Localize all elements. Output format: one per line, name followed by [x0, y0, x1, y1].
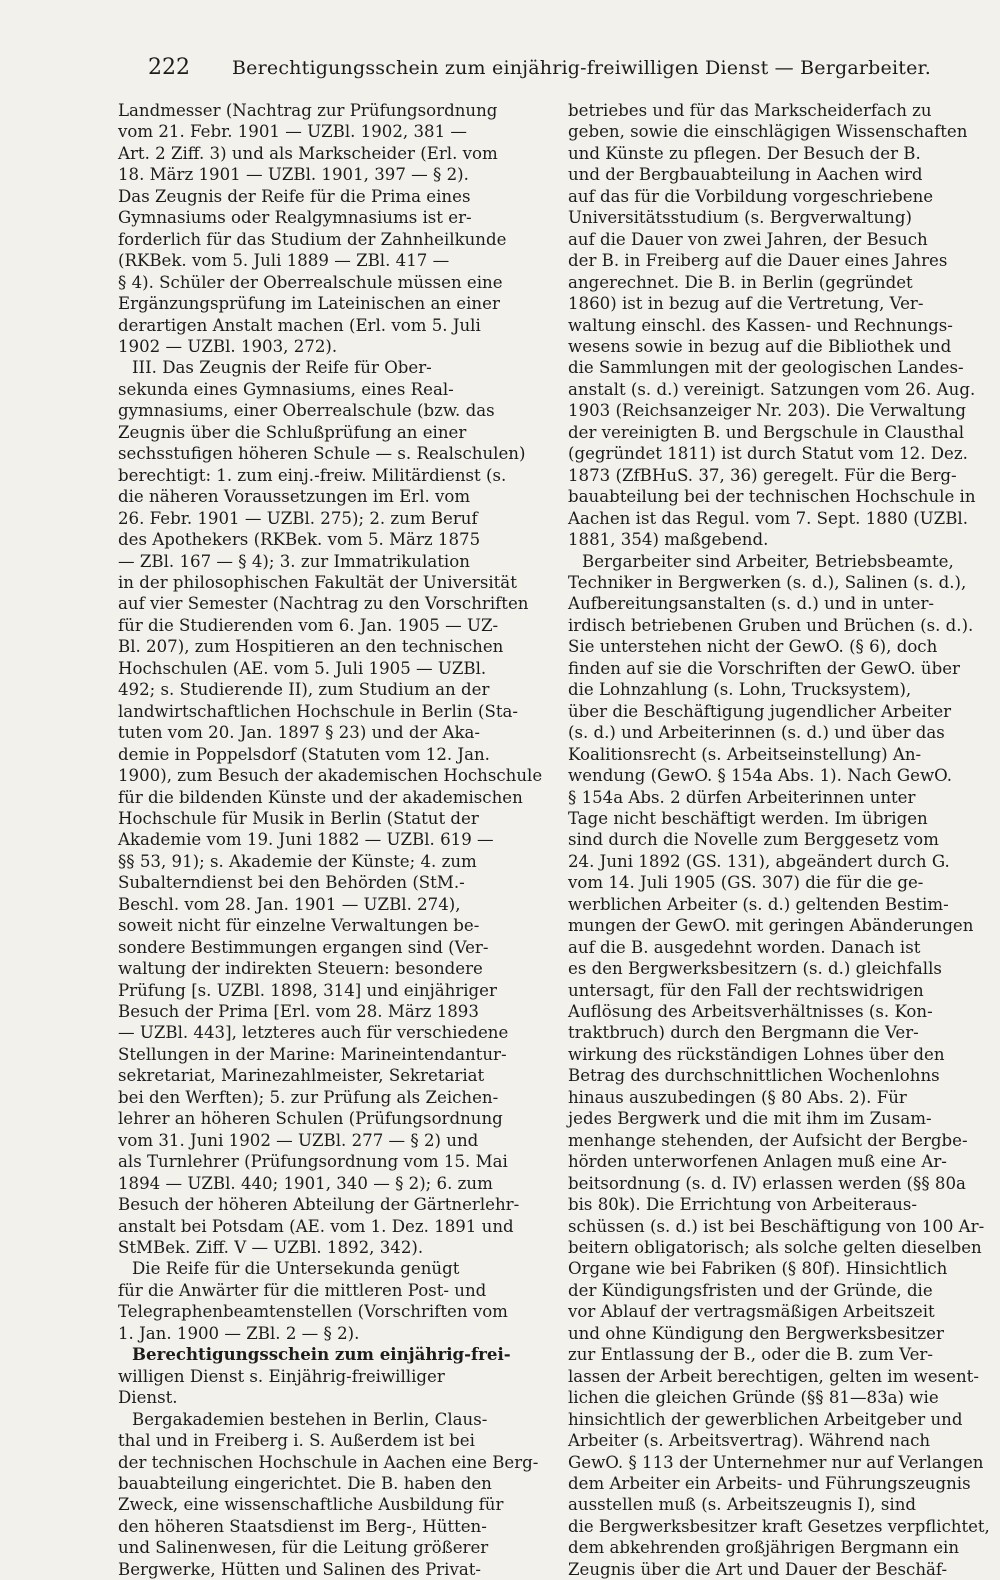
text-line: Dienst.	[118, 1388, 178, 1408]
text-line: derartigen Anstalt machen (Erl. vom 5. Juli	[118, 315, 481, 335]
text-line: willigen Dienst s. Einjährig-freiwilliger	[118, 1366, 445, 1386]
text-line: wendung (GewO. § 154a Abs. 1). Nach GewO.	[568, 766, 953, 786]
text-line: irdisch betriebenen Gruben und Brüchen (s. d.).	[568, 615, 974, 635]
text-line: der vereinigten B. und Bergschule in Clausthal	[568, 422, 965, 442]
text-line: (RKBek. vom 5. Juli 1889 — ZBl. 417 —	[118, 251, 450, 271]
text-line: anstalt bei Potsdam (AE. vom 1. Dez. 1891 und	[118, 1216, 514, 1236]
text-line: demie in Poppelsdorf (Statuten vom 12. Jan.	[118, 744, 490, 764]
text-line: Beschl. vom 28. Jan. 1901 — UZBl. 274),	[118, 894, 461, 914]
text-line: — ZBl. 167 — § 4); 3. zur Immatrikulation	[118, 551, 470, 571]
text-line: zur Entlassung der B., oder die B. zum Ver-	[568, 1345, 933, 1365]
text-line: §§ 53, 91); s. Akademie der Künste; 4. zum	[118, 851, 477, 871]
text-line: die Bergwerksbesitzer kraft Gesetzes verpflichtet,	[568, 1516, 990, 1536]
text-line: in der philosophischen Fakultät der Universität	[118, 572, 517, 592]
text-line: berechtigt: 1. zum einj.-freiw. Militärdienst (s.	[118, 465, 507, 485]
text-line: des Apothekers (RKBek. vom 5. März 1875	[118, 530, 481, 550]
text-line: Gymnasiums oder Realgymnasiums ist er-	[118, 208, 472, 228]
text-line: die Sammlungen mit der geologischen Landes-	[568, 358, 964, 378]
text-line: Berechtigungsschein zum einjährig-frei-	[132, 1344, 511, 1365]
text-line: den höheren Staatsdienst im Berg-, Hütten-	[118, 1516, 487, 1536]
text-line: tuten vom 20. Jan. 1897 § 23) und der Aka-	[118, 723, 481, 743]
text-line: sind durch die Novelle zum Berggesetz vom	[568, 830, 939, 850]
text-line: traktbruch) durch den Bergmann die Ver-	[568, 1023, 919, 1043]
text-line: (gegründet 1811) ist durch Statut vom 12. Dez.	[568, 444, 968, 464]
text-line: Telegraphenbeamtenstellen (Vorschriften vom	[118, 1302, 508, 1322]
text-line: 1881, 354) maßgebend.	[568, 530, 769, 550]
text-line: 1902 — UZBl. 1903, 272).	[118, 336, 338, 356]
text-line: Art. 2 Ziff. 3) und als Markscheider (Erl. vom	[118, 143, 498, 163]
running-title: Berechtigungsschein zum einjährig-freiwilligen Dienst — Bergarbeiter.	[232, 57, 931, 79]
text-line: als Turnlehrer (Prüfungsordnung vom 15. Mai	[118, 1152, 508, 1172]
text-line: hinsichtlich der gewerblichen Arbeitgeber und	[568, 1409, 963, 1429]
text-line: Bl. 207), zum Hospitieren an den technischen	[118, 637, 504, 657]
text-line: für die Studierenden vom 6. Jan. 1905 — UZ-	[118, 615, 499, 635]
text-line: Betrag des durchschnittlichen Wochenlohns	[568, 1066, 940, 1086]
text-line: Besuch der Prima [Erl. vom 28. März 1893	[118, 1002, 479, 1022]
text-line: wesens sowie in bezug auf die Bibliothek und	[568, 336, 952, 356]
text-line: bauabteilung bei der technischen Hochschule in	[568, 487, 976, 507]
text-line: die näheren Voraussetzungen im Erl. vom	[118, 487, 471, 507]
text-line: Organe wie bei Fabriken (§ 80f). Hinsichtlich	[568, 1259, 948, 1279]
text-line: 1. Jan. 1900 — ZBl. 2 — § 2).	[118, 1323, 360, 1343]
text-line: 1900), zum Besuch der akademischen Hochschule	[118, 766, 543, 786]
text-line: Zweck, eine wissenschaftliche Ausbildung für	[118, 1495, 504, 1515]
text-line: GewO. § 113 der Unternehmer nur auf Verlangen	[568, 1452, 984, 1472]
text-line: und Künste zu pflegen. Der Besuch der B.	[568, 143, 921, 163]
text-line: der B. in Freiberg auf die Dauer eines Jahres	[568, 251, 948, 271]
text-line: landwirtschaftlichen Hochschule in Berlin (Sta-	[118, 701, 519, 721]
left-text-column	[118, 100, 558, 1579]
text-line: vor Ablauf der vertragsmäßigen Arbeitszeit	[568, 1302, 935, 1322]
text-line: Bergwerke, Hütten und Salinen des Privat-	[118, 1559, 482, 1579]
text-line: Sie unterstehen nicht der GewO. (§ 6), doch	[568, 637, 938, 657]
text-line: die Lohnzahlung (s. Lohn, Trucksystem),	[568, 680, 912, 700]
text-line: Bergakademien bestehen in Berlin, Claus-	[132, 1409, 488, 1429]
text-line: Zeugnis über die Art und Dauer der Beschäf-	[568, 1559, 948, 1579]
page-number: 222	[148, 55, 190, 80]
text-line: wirkung des rückständigen Lohnes über den	[568, 1044, 945, 1064]
text-line: menhange stehenden, der Aufsicht der Bergbe-	[568, 1130, 968, 1150]
text-line: (s. d.) und Arbeiterinnen (s. d.) und über das	[568, 723, 945, 743]
text-line: Landmesser (Nachtrag zur Prüfungsordnung	[118, 101, 498, 120]
text-line: Hochschule für Musik in Berlin (Statut der	[118, 808, 479, 828]
text-line: der technischen Hochschule in Aachen eine Berg-	[118, 1452, 539, 1472]
text-line: über die Beschäftigung jugendlicher Arbeiter	[568, 701, 952, 721]
text-line: und ohne Kündigung den Bergwerksbesitzer	[568, 1323, 944, 1343]
text-line: dem Arbeiter ein Arbeits- und Führungszeugnis	[568, 1474, 971, 1493]
text-line: 1860) ist in bezug auf die Vertretung, Ver-	[568, 294, 924, 314]
right-text-column	[568, 100, 990, 1579]
text-line: hinaus auszubedingen (§ 80 Abs. 2). Für	[568, 1087, 907, 1107]
page-header	[148, 55, 931, 91]
text-line: 18. März 1901 — UZBl. 1901, 397 — § 2).	[118, 165, 469, 185]
text-line: hörden unterworfenen Anlagen muß eine Ar-	[568, 1152, 947, 1172]
text-line: Stellungen in der Marine: Marineintendantur-	[118, 1044, 507, 1064]
text-line: waltung der indirekten Steuern: besondere	[118, 959, 483, 979]
text-line: dem abkehrenden großjährigen Bergmann ein	[568, 1538, 960, 1558]
text-line: Universitätsstudium (s. Bergverwaltung)	[568, 208, 912, 228]
text-line: sechsstufigen höheren Schule — s. Realschulen)	[118, 444, 526, 464]
text-line: Aufbereitungsanstalten (s. d.) und in unter-	[568, 594, 935, 614]
text-line: vom 31. Juni 1902 — UZBl. 277 — § 2) und	[118, 1130, 479, 1150]
text-line: vom 14. Juli 1905 (GS. 307) die für die ge-	[568, 873, 924, 893]
text-line: Das Zeugnis der Reife für die Prima eines	[118, 186, 471, 206]
text-line: — UZBl. 443], letzteres auch für verschiedene	[118, 1023, 509, 1043]
text-line: 1873 (ZfBHuS. 37, 36) geregelt. Für die Berg-	[568, 465, 957, 485]
text-line: forderlich für das Studium der Zahnheilkunde	[118, 229, 507, 249]
text-line: III. Das Zeugnis der Reife für Ober-	[132, 358, 432, 378]
text-line: Techniker in Bergwerken (s. d.), Salinen (s. d.),	[568, 572, 967, 592]
text-line: finden auf sie die Vorschriften der GewO. über	[568, 658, 960, 678]
text-line: gymnasiums, einer Oberrealschule (bzw. das	[118, 401, 495, 421]
text-line: werblichen Arbeiter (s. d.) geltenden Bestim-	[568, 894, 949, 914]
text-line: Zeugnis über die Schlußprüfung an einer	[118, 422, 467, 442]
text-line: sekunda eines Gymnasiums, eines Real-	[118, 379, 454, 399]
text-line: Akademie vom 19. Juni 1882 — UZBl. 619 —	[118, 830, 494, 850]
text-line: StMBek. Ziff. V — UZBl. 1892, 342).	[118, 1238, 424, 1258]
text-line: auf die B. ausgedehnt worden. Danach ist	[568, 937, 921, 957]
text-line: 1894 — UZBl. 440; 1901, 340 — § 2); 6. zum	[118, 1173, 493, 1193]
text-line: der Kündigungsfristen und der Gründe, die	[568, 1280, 933, 1300]
text-line: untersagt, für den Fall der rechtswidrigen	[568, 980, 924, 1000]
text-line: lichen die gleichen Gründe (§§ 81—83a) wie	[568, 1388, 939, 1408]
text-line: Aachen ist das Regul. vom 7. Sept. 1880 (UZBl.	[568, 508, 968, 528]
text-line: angerechnet. Die B. in Berlin (gegründet	[568, 272, 913, 292]
text-line: und der Bergbauabteilung in Aachen wird	[568, 165, 923, 185]
text-line: lassen der Arbeit berechtigen, gelten im wesent-	[568, 1366, 979, 1386]
text-line: waltung einschl. des Kassen- und Rechnungs-	[568, 315, 953, 335]
text-line: geben, sowie die einschlägigen Wissenschaften	[568, 122, 968, 142]
text-line: beitern obligatorisch; als solche gelten dieselben	[568, 1238, 982, 1258]
text-line: thal und in Freiberg i. S. Außerdem ist bei	[118, 1431, 475, 1451]
text-line: soweit nicht für einzelne Verwaltungen be-	[118, 916, 480, 936]
text-line: jedes Bergwerk und die mit ihm im Zusam-	[568, 1109, 932, 1129]
text-line: Ergänzungsprüfung im Lateinischen an einer	[118, 294, 500, 314]
text-line: bis 80k). Die Errichtung von Arbeiteraus-	[568, 1195, 917, 1215]
text-line: Die Reife für die Untersekunda genügt	[132, 1259, 460, 1279]
text-line: schüssen (s. d.) ist bei Beschäftigung von 100 Ar-	[568, 1216, 985, 1236]
text-line: lehrer an höheren Schulen (Prüfungsordnung	[118, 1109, 503, 1129]
text-line: Tage nicht beschäftigt werden. Im übrigen	[568, 808, 928, 828]
text-line: für die Anwärter für die mittleren Post- und	[118, 1280, 487, 1300]
text-line: auf vier Semester (Nachtrag zu den Vorschriften	[118, 594, 529, 614]
text-line: beitsordnung (s. d. IV) erlassen werden (§§ 80a	[568, 1173, 966, 1193]
text-line: bei den Werften); 5. zur Prüfung als Zeichen-	[118, 1087, 499, 1107]
text-line: Hochschulen (AE. vom 5. Juli 1905 — UZBl.	[118, 658, 487, 678]
text-line: Bergarbeiter sind Arbeiter, Betriebsbeamte,	[582, 551, 954, 571]
text-line: Subalterndienst bei den Behörden (StM.-	[118, 873, 465, 893]
text-line: auf die Dauer von zwei Jahren, der Besuch	[568, 229, 928, 249]
text-line: für die bildenden Künste und der akademischen	[118, 787, 523, 807]
text-line: 24. Juni 1892 (GS. 131), abgeändert durch G.	[568, 851, 950, 871]
text-line: und Salinenwesen, für die Leitung größerer	[118, 1538, 489, 1558]
text-line: Auflösung des Arbeitsverhältnisses (s. Kon-	[568, 1002, 933, 1022]
text-line: 26. Febr. 1901 — UZBl. 275); 2. zum Beruf	[118, 508, 478, 528]
text-line: es den Bergwerksbesitzern (s. d.) gleichfalls	[568, 959, 942, 979]
text-line: sekretariat, Marinezahlmeister, Sekretariat	[118, 1066, 485, 1086]
text-line: mungen der GewO. mit geringen Abänderungen	[568, 916, 974, 936]
text-line: ausstellen muß (s. Arbeitszeugnis I), sind	[568, 1495, 917, 1515]
text-line: betriebes und für das Markscheiderfach zu	[568, 101, 932, 120]
text-line: 1903 (Reichsanzeiger Nr. 203). Die Verwaltung	[568, 401, 967, 421]
text-line: 492; s. Studierende II), zum Studium an der	[118, 680, 490, 700]
text-line: § 4). Schüler der Oberrealschule müssen eine	[118, 272, 503, 292]
text-line: sondere Bestimmungen ergangen sind (Ver-	[118, 937, 489, 957]
text-line: Arbeiter (s. Arbeitsvertrag). Während nach	[568, 1431, 931, 1451]
text-line: auf das für die Vorbildung vorgeschriebene	[568, 186, 934, 206]
text-line: bauabteilung eingerichtet. Die B. haben den	[118, 1474, 492, 1493]
text-line: Besuch der höheren Abteilung der Gärtnerlehr-	[118, 1195, 520, 1215]
text-line: vom 21. Febr. 1901 — UZBl. 1902, 381 —	[118, 122, 468, 142]
text-line: anstalt (s. d.) vereinigt. Satzungen vom 26. Aug.	[568, 379, 976, 399]
text-line: Prüfung [s. UZBl. 1898, 314] und einjähriger	[118, 980, 497, 1000]
text-line: § 154a Abs. 2 dürfen Arbeiterinnen unter	[568, 787, 916, 807]
text-line: Koalitionsrecht (s. Arbeitseinstellung) An-	[568, 744, 922, 764]
